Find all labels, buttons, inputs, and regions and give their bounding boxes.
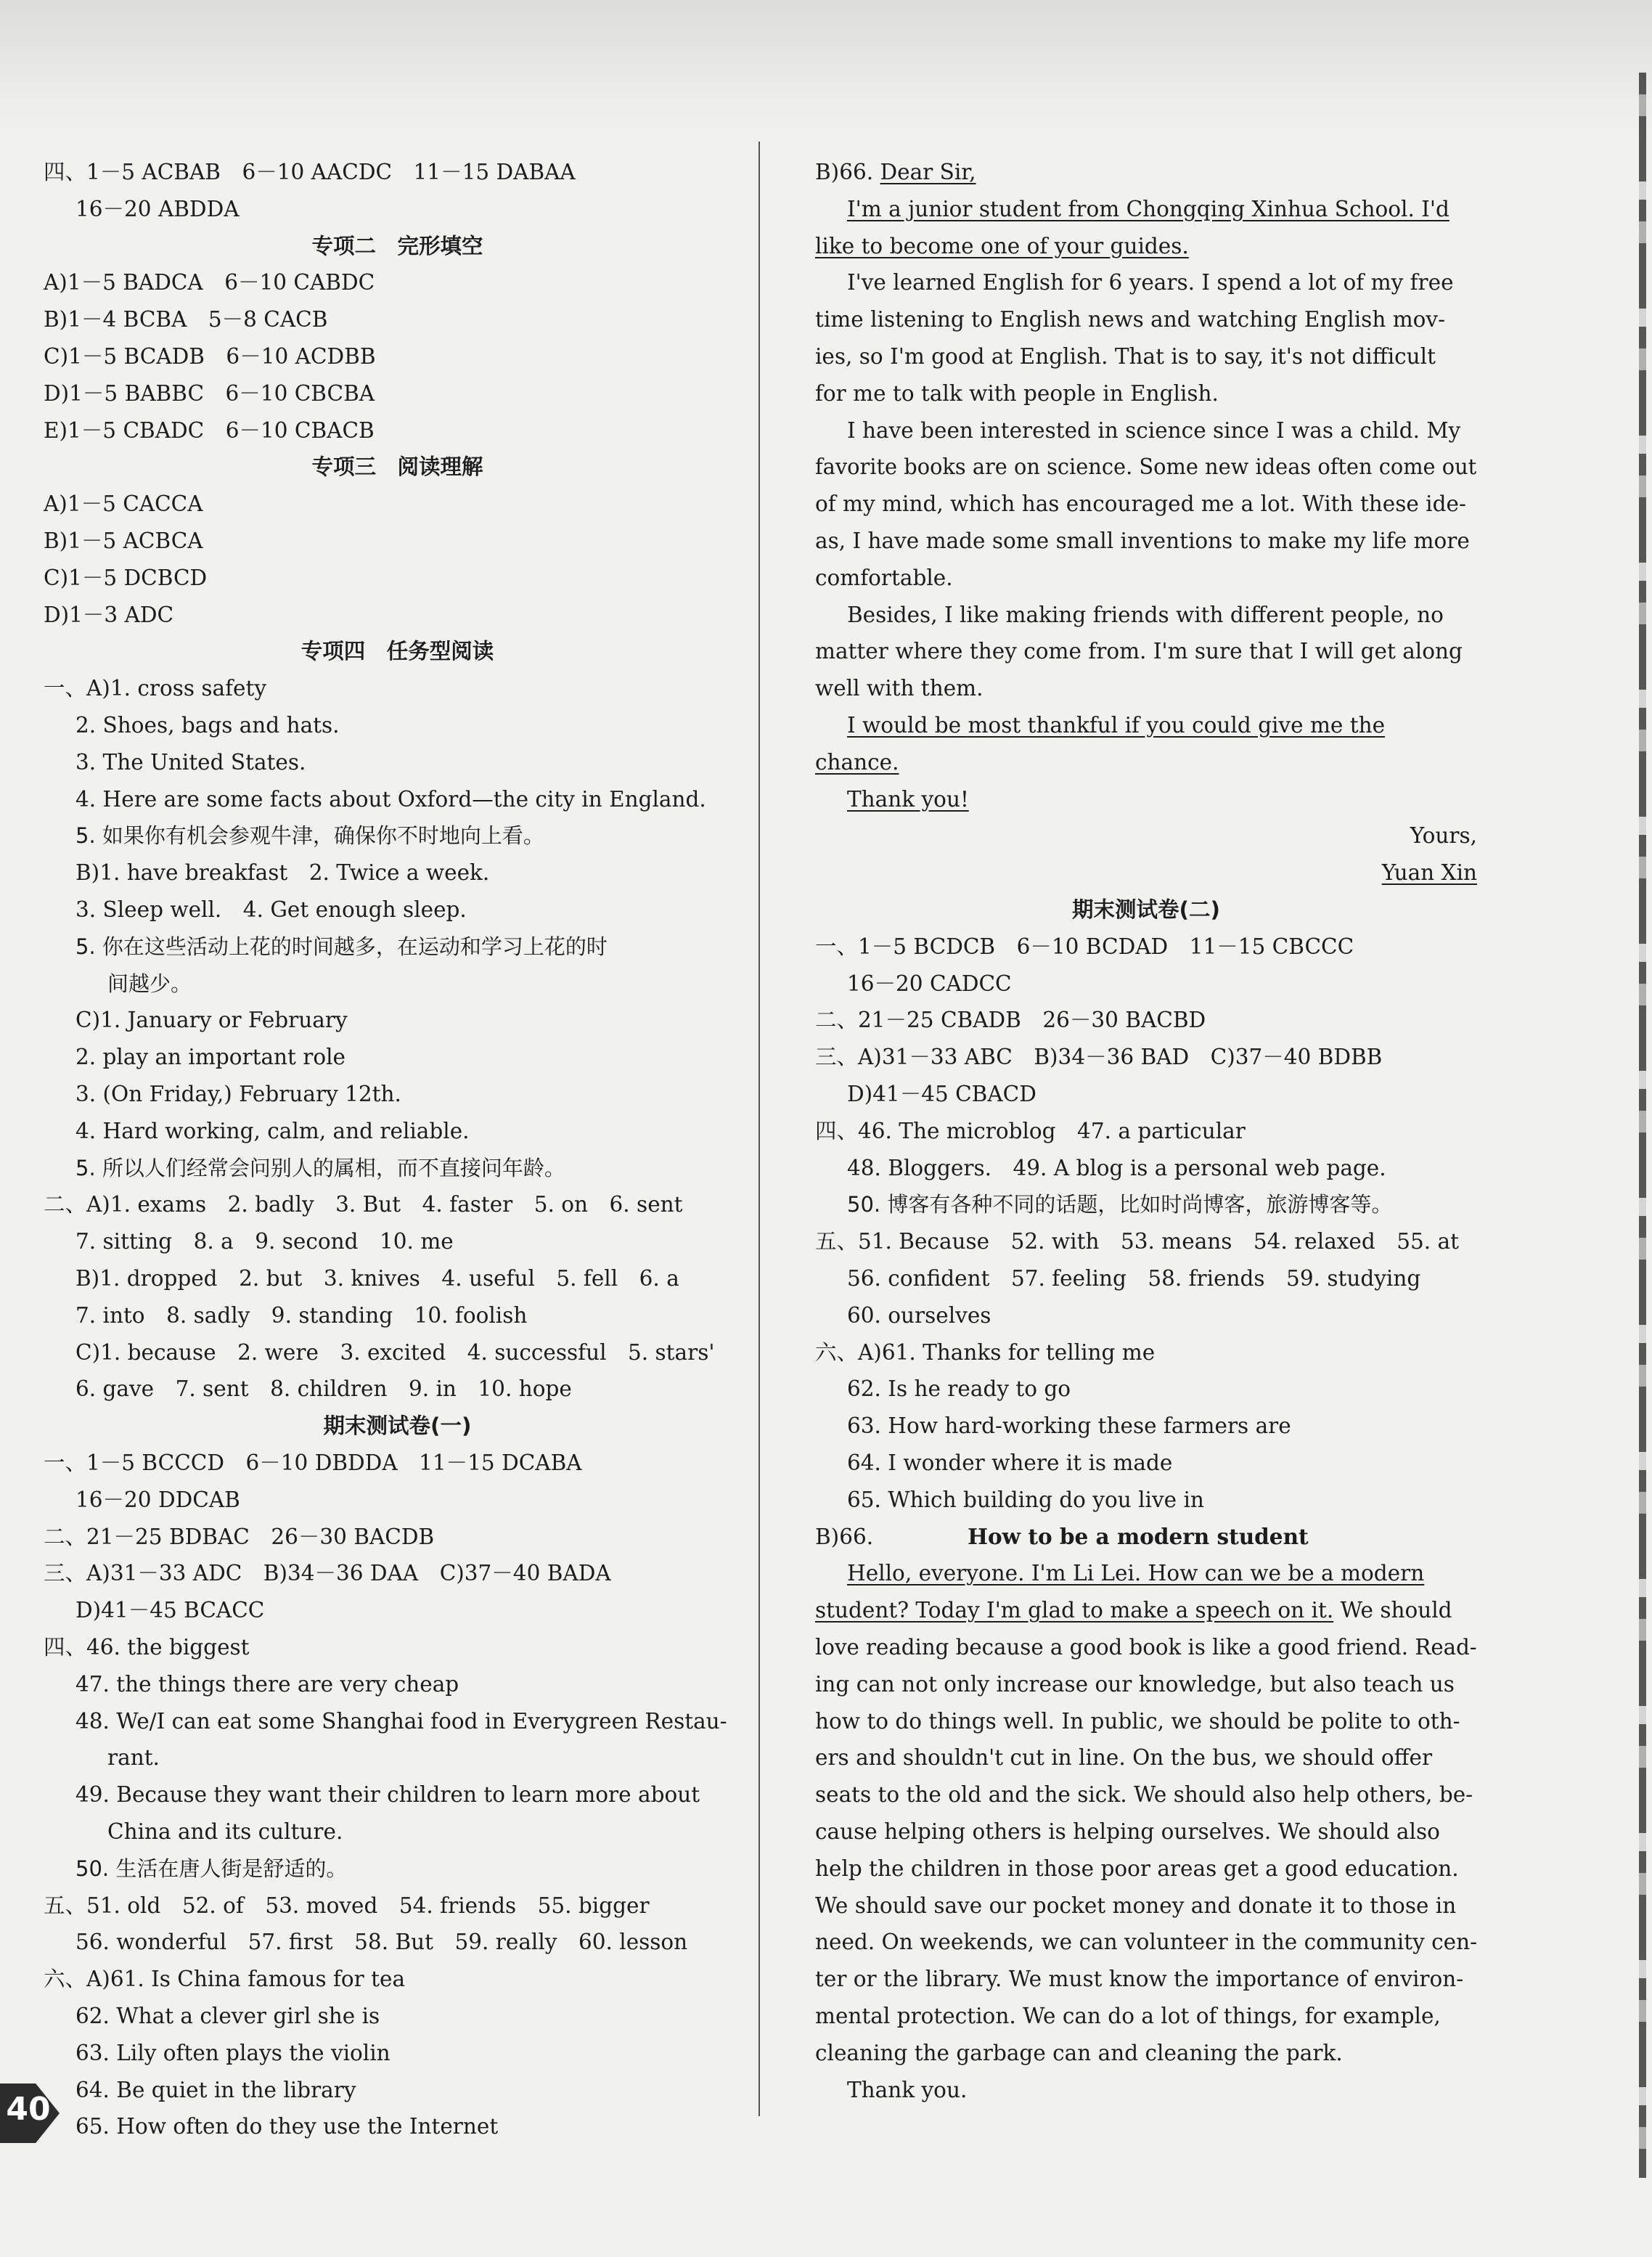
- answer-line: 六、A)61. Thanks for telling me: [815, 1339, 1156, 1365]
- answer-line: 16－20 DDCAB: [75, 1487, 240, 1512]
- answer-line: 四、46. the biggest: [44, 1635, 250, 1660]
- answer-line: 5. 你在这些活动上花的时间越多，在运动和学习上花的时: [75, 934, 608, 959]
- answer-line: love reading because a good book is like a good friend. Read-: [815, 1635, 1477, 1660]
- answer-line: 62. What a clever girl she is: [75, 2004, 380, 2028]
- answer-line: 63. Lily often plays the violin: [75, 2040, 390, 2065]
- answer-line: B)1－4 BCBA 5－8 CACB: [44, 307, 328, 332]
- answer-line: 60. ourselves: [847, 1302, 991, 1328]
- answer-line: 三、A)31－33 ABC B)34－36 BAD C)37－40 BDBB: [815, 1045, 1383, 1070]
- answer-line: Thank you.: [847, 2077, 968, 2102]
- page-number-badge: [0, 2083, 60, 2143]
- section-heading: 专项四 任务型阅读: [300, 639, 494, 664]
- answer-line: time listening to English news and watching English mov-: [815, 307, 1446, 332]
- answer-line: 四、46. The microblog 47. a particular: [815, 1118, 1246, 1143]
- answer-line: B)66. How to be a modern student: [815, 1523, 1309, 1549]
- answer-line: A)1－5 CACCA: [44, 491, 203, 517]
- answer-line: C)1. because 2. were 3. excited 4. successful 5. stars': [75, 1339, 715, 1365]
- answer-line: We should save our pocket money and donate it to those in: [815, 1893, 1457, 1918]
- answer-line: 65. Which building do you live in: [847, 1487, 1204, 1512]
- signature-line: Yuan Xin: [1381, 860, 1477, 886]
- answer-line: student? Today I'm glad to make a speech on it. We should: [815, 1598, 1452, 1623]
- answer-line: ies, so I'm good at English. That is to say, it's not difficult: [815, 344, 1436, 369]
- column-divider: [758, 142, 760, 2116]
- right-page-edge: [1639, 73, 1646, 2178]
- signature-line: Yours,: [1410, 823, 1477, 849]
- answer-line: China and its culture.: [107, 1819, 343, 1844]
- answer-line: C)1－5 BCADB 6－10 ACDBB: [44, 344, 376, 369]
- answer-line: cause helping others is helping ourselves. We should also: [815, 1819, 1440, 1844]
- answer-line: comfortable.: [815, 565, 953, 590]
- answer-line: rant.: [107, 1745, 160, 1771]
- answer-line: Besides, I like making friends with different people, no: [847, 602, 1444, 627]
- page-number: 40: [6, 2091, 51, 2128]
- answer-line: need. On weekends, we can volunteer in the community cen-: [815, 1930, 1478, 1955]
- answer-line: 4. Here are some facts about Oxford—the city in England.: [75, 786, 706, 812]
- answer-line: I have been interested in science since I was a child. My: [847, 417, 1461, 443]
- answer-line: 6. gave 7. sent 8. children 9. in 10. hope: [75, 1376, 572, 1402]
- answer-line: C)1. January or February: [75, 1008, 348, 1033]
- answer-line: 四、1－5 ACBAB 6－10 AACDC 11－15 DABAA: [44, 160, 576, 184]
- answer-line: Hello, everyone. I'm Li Lei. How can we be a modern: [847, 1561, 1425, 1586]
- answer-line: 7. sitting 8. a 9. second 10. me: [75, 1229, 454, 1254]
- answer-line: chance.: [815, 749, 899, 775]
- answer-line: I've learned English for 6 years. I spend a lot of my free: [847, 270, 1454, 295]
- answer-line: 50. 博客有各种不同的话题，比如时尚博客，旅游博客等。: [847, 1192, 1393, 1217]
- answer-line: 三、A)31－33 ADC B)34－36 DAA C)37－40 BADA: [44, 1561, 611, 1586]
- answer-line: D)1－5 BABBC 6－10 CBCBA: [44, 380, 375, 406]
- answer-line: 2. play an important role: [75, 1045, 346, 1070]
- answer-line: 56. confident 57. feeling 58. friends 59. studying: [847, 1266, 1421, 1291]
- scan-top-band: [0, 0, 1652, 145]
- answer-line: 3. Sleep well. 4. Get enough sleep.: [75, 897, 467, 922]
- answer-line: matter where they come from. I'm sure that I will get along: [815, 639, 1463, 664]
- answer-line: 五、51. old 52. of 53. moved 54. friends 55. bigger: [44, 1893, 650, 1918]
- answer-line: 五、51. Because 52. with 53. means 54. relaxed 55. at: [815, 1229, 1460, 1254]
- answer-line: 48. We/I can eat some Shanghai food in Everygreen Restau-: [75, 1708, 727, 1734]
- answer-line: ter or the library. We must know the importance of environ-: [815, 1967, 1464, 1992]
- answer-line: 48. Bloggers. 49. A blog is a personal web page.: [847, 1155, 1386, 1180]
- answer-line: 2. Shoes, bags and hats.: [75, 713, 340, 738]
- answer-line: 50. 生活在唐人街是舒适的。: [75, 1856, 348, 1881]
- answer-line: like to become one of your guides.: [815, 233, 1189, 258]
- answer-line: I would be most thankful if you could give me the: [847, 713, 1386, 738]
- answer-line: mental protection. We can do a lot of things, for example,: [815, 2004, 1441, 2028]
- answer-line: 47. the things there are very cheap: [75, 1671, 459, 1697]
- section-heading: 期末测试卷(一): [323, 1413, 472, 1439]
- answer-line: as, I have made some small inventions to make my life more: [815, 528, 1470, 553]
- section-heading: 专项二 完形填空: [311, 233, 483, 258]
- answer-line: how to do things well. In public, we should be polite to oth-: [815, 1708, 1460, 1734]
- answer-line: cleaning the garbage can and cleaning the park.: [815, 2040, 1343, 2065]
- answer-line: 64. Be quiet in the library: [75, 2077, 356, 2102]
- answer-line: 4. Hard working, calm, and reliable.: [75, 1118, 470, 1143]
- answer-line: 7. into 8. sadly 9. standing 10. foolish: [75, 1302, 528, 1328]
- answer-line: ers and shouldn't cut in line. On the bus, we should offer: [815, 1745, 1433, 1771]
- answer-line: 64. I wonder where it is made: [847, 1450, 1173, 1475]
- answer-line: 65. How often do they use the Internet: [75, 2114, 499, 2139]
- answer-line: 49. Because they want their children to learn more about: [75, 1782, 700, 1808]
- answer-line: I'm a junior student from Chongqing Xinhua School. I'd: [847, 196, 1449, 221]
- answer-line: 六、A)61. Is China famous for tea: [44, 1967, 406, 1992]
- answer-line: 二、21－25 CBADB 26－30 BACBD: [815, 1008, 1206, 1033]
- answer-line: B)1. have breakfast 2. Twice a week.: [75, 860, 490, 886]
- answer-line: well with them.: [815, 676, 984, 701]
- answer-line: B)66. Dear Sir,: [815, 160, 976, 184]
- answer-line: E)1－5 CBADC 6－10 CBACB: [44, 417, 375, 443]
- answer-line: for me to talk with people in English.: [815, 380, 1219, 406]
- answer-line: 3. (On Friday,) February 12th.: [75, 1082, 401, 1106]
- answer-line: 16－20 CADCC: [847, 971, 1012, 996]
- answer-line: 62. Is he ready to go: [847, 1376, 1071, 1402]
- answer-line: favorite books are on science. Some new ideas often come out: [815, 454, 1477, 480]
- answer-line: help the children in those poor areas get a good education.: [815, 1856, 1459, 1881]
- section-heading: 专项三 阅读理解: [311, 454, 483, 480]
- answer-line: 5. 如果你有机会参观牛津，确保你不时地向上看。: [75, 823, 544, 849]
- answer-line: 一、A)1. cross safety: [44, 676, 266, 701]
- answer-line: 二、A)1. exams 2. badly 3. But 4. faster 5. on 6. sent: [44, 1192, 683, 1217]
- answer-line: seats to the old and the sick. We should also help others, be-: [815, 1782, 1473, 1808]
- answer-line: ing can not only increase our knowledge, but also teach us: [815, 1671, 1455, 1697]
- answer-line: 56. wonderful 57. first 58. But 59. really 60. lesson: [75, 1930, 688, 1955]
- answer-line: 一、1－5 BCCCD 6－10 DBDDA 11－15 DCABA: [44, 1450, 582, 1475]
- answer-line: D)1－3 ADC: [44, 602, 174, 627]
- answer-line: C)1－5 DCBCD: [44, 565, 208, 590]
- answer-line: 一、1－5 BCDCB 6－10 BCDAD 11－15 CBCCC: [815, 934, 1354, 959]
- answer-line: 间越少。: [107, 971, 192, 996]
- answer-line: 16－20 ABDDA: [75, 196, 240, 221]
- section-heading: 期末测试卷(二): [1072, 897, 1220, 922]
- answer-line: D)41－45 BCACC: [75, 1598, 265, 1623]
- answer-line: D)41－45 CBACD: [847, 1082, 1036, 1106]
- answer-line: of my mind, which has encouraged me a lot. With these ide-: [815, 491, 1466, 517]
- answer-line: 5. 所以人们经常会问别人的属相，而不直接问年龄。: [75, 1155, 565, 1180]
- answer-line: B)1. dropped 2. but 3. knives 4. useful 5. fell 6. a: [75, 1266, 679, 1291]
- answer-line: A)1－5 BADCA 6－10 CABDC: [44, 270, 375, 295]
- answer-line: 3. The United States.: [75, 749, 306, 775]
- answer-line: B)1－5 ACBCA: [44, 528, 203, 553]
- answer-line: 二、21－25 BDBAC 26－30 BACDB: [44, 1524, 435, 1549]
- answer-line: Thank you!: [847, 786, 969, 812]
- answer-line: 63. How hard-working these farmers are: [847, 1413, 1291, 1439]
